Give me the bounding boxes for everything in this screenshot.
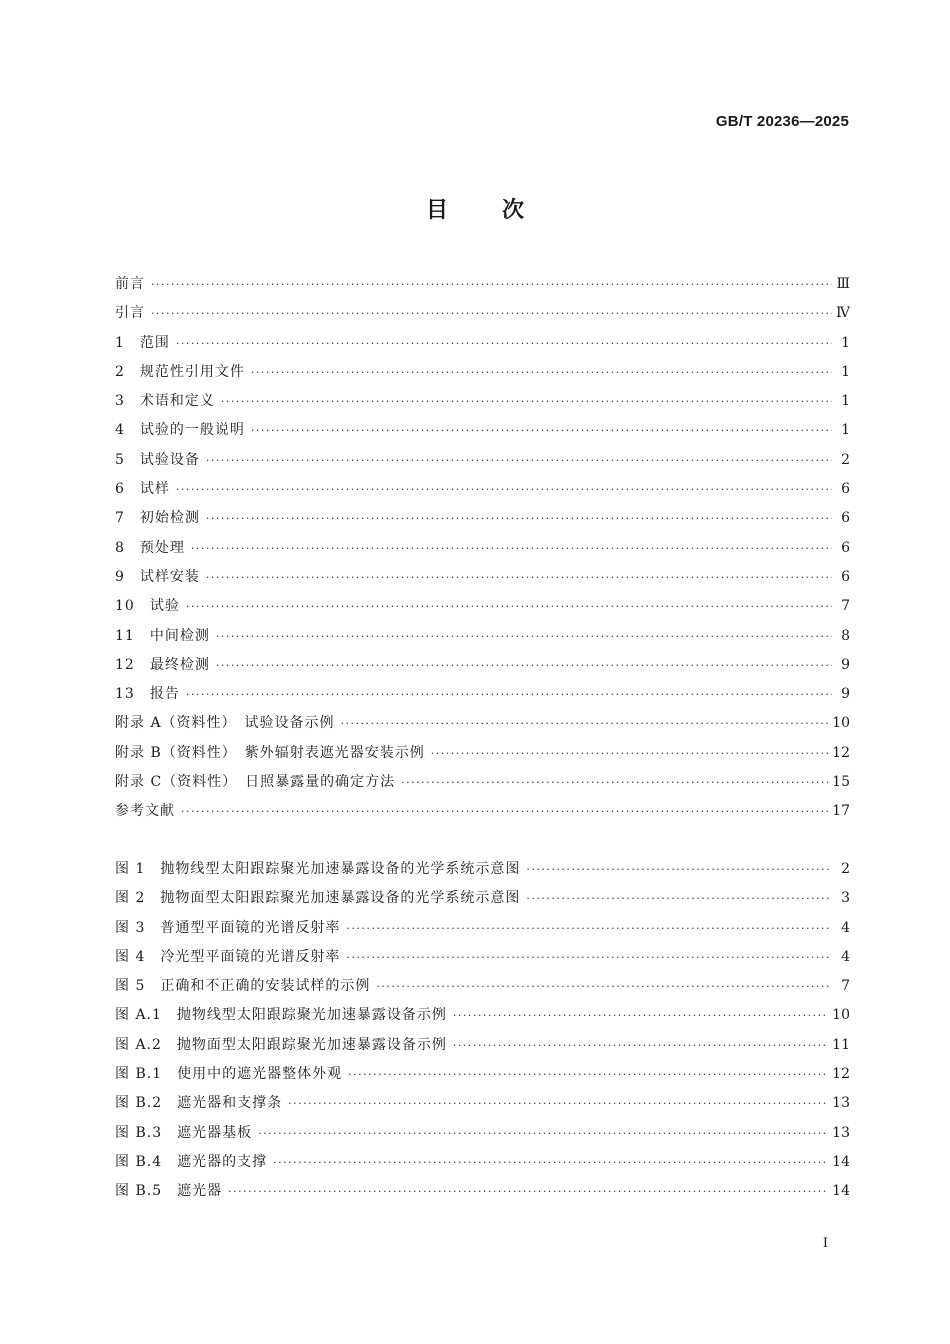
page-title: 目次 (425, 198, 578, 223)
dot-leader (251, 416, 832, 445)
toc-entry-label: 9 试样安装 (115, 568, 200, 585)
toc-entry[interactable] (115, 739, 850, 768)
toc-entry[interactable] (115, 504, 850, 533)
dot-leader (453, 1001, 828, 1030)
toc-entry-label: 前言 (115, 276, 145, 292)
toc-entry[interactable] (115, 622, 850, 651)
toc-entry-label: 图 1 抛物线型太阳跟踪聚光加速暴露设备的光学系统示意图 (115, 861, 521, 877)
dot-leader (186, 592, 832, 621)
toc-entry-label: 2 规范性引用文件 (115, 363, 245, 380)
dot-leader (216, 651, 832, 680)
toc-entry-label: 5 试验设备 (115, 451, 200, 468)
dot-leader (176, 475, 832, 504)
toc-entry[interactable] (115, 475, 850, 504)
toc-entry-page: 1 (841, 334, 850, 351)
dot-leader (376, 972, 832, 1001)
dot-leader (453, 1031, 828, 1060)
toc-entry-label: 11 中间检测 (115, 627, 210, 644)
toc-entry-page: 15 (832, 774, 850, 791)
toc-entry[interactable] (115, 768, 850, 797)
toc-entry-page: 6 (841, 539, 850, 556)
toc-entry-label: 图 3 普通型平面镜的光谱反射率 (115, 919, 341, 936)
dot-leader (431, 739, 828, 768)
toc-entry[interactable] (115, 709, 850, 738)
page-number: I (822, 1236, 828, 1251)
toc-entry-page: 2 (841, 451, 850, 468)
toc-entry-page: 10 (832, 1007, 850, 1024)
toc-entry-label: 3 术语和定义 (115, 393, 215, 410)
figure-entry[interactable] (115, 1060, 850, 1089)
toc-entry-label: 图 2 抛物面型太阳跟踪聚光加速暴露设备的光学系统示意图 (115, 890, 521, 907)
figure-entry[interactable] (115, 1148, 850, 1177)
toc-entry[interactable] (115, 387, 850, 416)
dot-leader (151, 270, 832, 299)
toc-entry[interactable] (115, 270, 850, 299)
dot-leader (221, 387, 832, 416)
toc-entry-page: 9 (841, 656, 850, 673)
dot-leader (346, 914, 832, 943)
dot-leader (228, 1177, 828, 1206)
toc-entry[interactable] (115, 797, 850, 826)
toc-entry[interactable] (115, 592, 850, 621)
figure-entry[interactable] (115, 1031, 850, 1060)
toc-entry-page: 1 (841, 363, 850, 380)
toc-entry-page: 10 (832, 715, 850, 732)
dot-leader (341, 709, 829, 738)
toc-entry-label: 1 范围 (115, 334, 170, 351)
toc-entry-page: 13 (832, 1124, 850, 1141)
toc-entry[interactable] (115, 563, 850, 592)
toc-entry-page: Ⅲ (836, 276, 850, 292)
toc-entry-label: 图 A.2 抛物面型太阳跟踪聚光加速暴露设备示例 (115, 1036, 447, 1053)
dot-leader (206, 504, 832, 533)
toc-entry-page: 8 (841, 627, 850, 644)
toc-entry-label: 图 5 正确和不正确的安装试样的示例 (115, 978, 371, 995)
toc-entry-page: 9 (841, 686, 850, 703)
toc-entry-page: 12 (832, 744, 850, 761)
dot-leader (273, 1148, 828, 1177)
figure-entry[interactable] (115, 972, 850, 1001)
toc-entry-label: 10 试验 (115, 598, 180, 615)
toc-entry-label: 图 B.1 使用中的遮光器整体外观 (115, 1066, 343, 1083)
figure-entry[interactable] (115, 1177, 850, 1206)
toc-entry-label: 图 B.3 遮光器基板 (115, 1124, 253, 1141)
standard-number: GB/T 20236—2025 (715, 113, 849, 130)
toc-entry[interactable] (115, 651, 850, 680)
toc-entry-label: 引言 (115, 305, 145, 322)
toc-entry-page: 14 (832, 1183, 850, 1200)
toc-entry-label: 6 试样 (115, 481, 170, 498)
toc-entry-page: 14 (832, 1153, 850, 1170)
toc-entry[interactable] (115, 680, 850, 709)
toc-entry-label: 图 B.4 遮光器的支撑 (115, 1153, 268, 1170)
toc-entry-label: 参考文献 (115, 803, 175, 820)
toc-entry-page: Ⅳ (836, 305, 850, 322)
dot-leader (348, 1060, 828, 1089)
dot-leader (151, 299, 832, 328)
toc-entry-page: 1 (841, 422, 850, 439)
figure-entry[interactable] (115, 884, 850, 913)
toc-entry-page: 1 (841, 393, 850, 410)
toc-entry[interactable] (115, 329, 850, 358)
figure-entry[interactable] (115, 1119, 850, 1148)
dot-leader (258, 1119, 828, 1148)
figure-entry[interactable] (115, 943, 850, 972)
dot-leader (191, 534, 832, 563)
figure-entry[interactable] (115, 1001, 850, 1030)
toc-entry-page: 6 (841, 510, 850, 527)
dot-leader (251, 358, 832, 387)
dot-leader (216, 622, 832, 651)
toc-entry-page: 11 (832, 1036, 850, 1053)
toc-entry-page: 7 (841, 598, 850, 615)
dot-leader (176, 329, 832, 358)
dot-leader (206, 446, 832, 475)
toc-entry-label: 图 4 冷光型平面镜的光谱反射率 (115, 948, 341, 965)
toc-entry-label: 7 初始检测 (115, 510, 200, 527)
toc-entry-label: 12 最终检测 (115, 656, 210, 673)
toc-entry-label: 13 报告 (115, 686, 180, 703)
toc-entry[interactable] (115, 446, 850, 475)
dot-leader (526, 855, 832, 884)
table-of-contents (115, 270, 850, 827)
toc-entry-label: 图 B.5 遮光器 (115, 1183, 223, 1200)
toc-entry-label: 附录 B（资料性） 紫外辐射表遮光器安装示例 (115, 744, 425, 761)
figure-entry[interactable] (115, 855, 850, 884)
toc-entry-page: 6 (841, 568, 850, 585)
toc-entry-label: 附录 A（资料性） 试验设备示例 (115, 715, 335, 732)
figure-entry[interactable] (115, 914, 850, 943)
toc-entry[interactable] (115, 416, 850, 445)
toc-entry-page: 4 (841, 948, 850, 965)
toc-entry[interactable] (115, 358, 850, 387)
dot-leader (181, 797, 828, 826)
dot-leader (288, 1089, 828, 1118)
toc-entry-page: 2 (841, 861, 850, 877)
toc-entry-page: 13 (832, 1095, 850, 1112)
toc-entry-page: 6 (841, 481, 850, 498)
toc-entry-label: 附录 C（资料性） 日照暴露量的确定方法 (115, 774, 396, 791)
toc-entry[interactable] (115, 299, 850, 328)
dot-leader (526, 884, 832, 913)
dot-leader (186, 680, 832, 709)
dot-leader (346, 943, 832, 972)
toc-entry-page: 12 (832, 1066, 850, 1083)
toc-entry[interactable] (115, 534, 850, 563)
dot-leader (401, 768, 828, 797)
toc-entry-label: 8 预处理 (115, 539, 185, 556)
toc-entry-page: 3 (841, 890, 850, 907)
toc-entry-page: 4 (841, 919, 850, 936)
toc-entry-page: 17 (832, 803, 850, 820)
list-of-figures (115, 855, 850, 1207)
toc-entry-label: 图 A.1 抛物线型太阳跟踪聚光加速暴露设备示例 (115, 1007, 447, 1024)
toc-entry-page: 7 (841, 978, 850, 995)
dot-leader (206, 563, 832, 592)
toc-entry-label: 图 B.2 遮光器和支撑条 (115, 1095, 283, 1112)
figure-entry[interactable] (115, 1089, 850, 1118)
toc-entry-label: 4 试验的一般说明 (115, 422, 245, 439)
